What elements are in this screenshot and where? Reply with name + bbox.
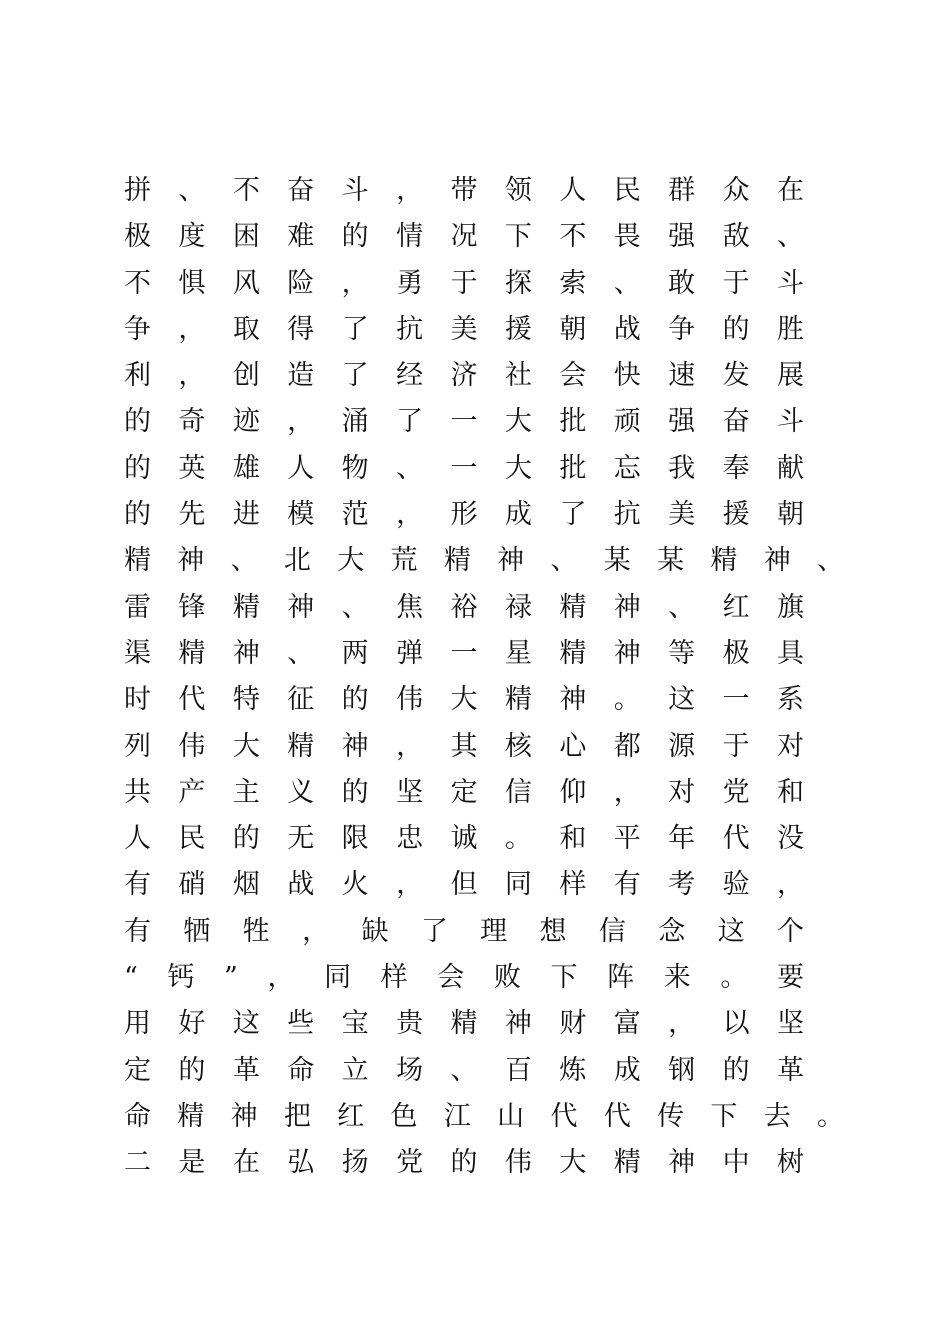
text-line: 利，创造了经济社会快速发展 xyxy=(124,360,804,392)
text-line: 时代特征的伟大精神。这一系 xyxy=(124,684,804,716)
text-line: 有硝烟战火，但同样有考验， xyxy=(124,869,804,901)
text-line: 用好这些宝贵精神财富，以坚 xyxy=(124,1008,804,1040)
text-line: 二是在弘扬党的伟大精神中树 xyxy=(124,1147,804,1179)
text-line: 不惧风险，勇于探索、敢于斗 xyxy=(124,267,804,299)
text-line: 的奇迹，涌了一大批顽强奋斗 xyxy=(124,406,804,438)
text-line: 争，取得了抗美援朝战争的胜 xyxy=(124,313,804,345)
text-line: 的先进模范，形成了抗美援朝 xyxy=(124,499,804,531)
text-line: 的英雄人物、一大批忘我奉献 xyxy=(124,452,804,484)
text-line: 拼、不奋斗，带领人民群众在 xyxy=(124,175,804,206)
text-line: 人民的无限忠诚。和平年代没 xyxy=(124,823,804,855)
text-line: 有牺牲，缺了理想信念这个 xyxy=(124,915,804,947)
text-line: 渠精神、两弹一星精神等极具 xyxy=(124,637,804,669)
text-line: “钙”，同样会败下阵来。要 xyxy=(124,962,804,994)
body-text xyxy=(124,168,844,1187)
text-line: 雷锋精神、焦裕禄精神、红旗 xyxy=(124,591,804,623)
text-line: 列伟大精神，其核心都源于对 xyxy=(124,730,804,762)
text-line: 命精神把红色江山代代传下去。 xyxy=(124,1100,844,1132)
text-line: 精神、北大荒精神、某某精神、 xyxy=(124,545,844,577)
text-line: 共产主义的坚定信仰，对党和 xyxy=(124,776,804,808)
text-line: 极度困难的情况下不畏强敌、 xyxy=(124,221,804,253)
text-line: 定的革命立场、百炼成钢的革 xyxy=(124,1054,804,1086)
